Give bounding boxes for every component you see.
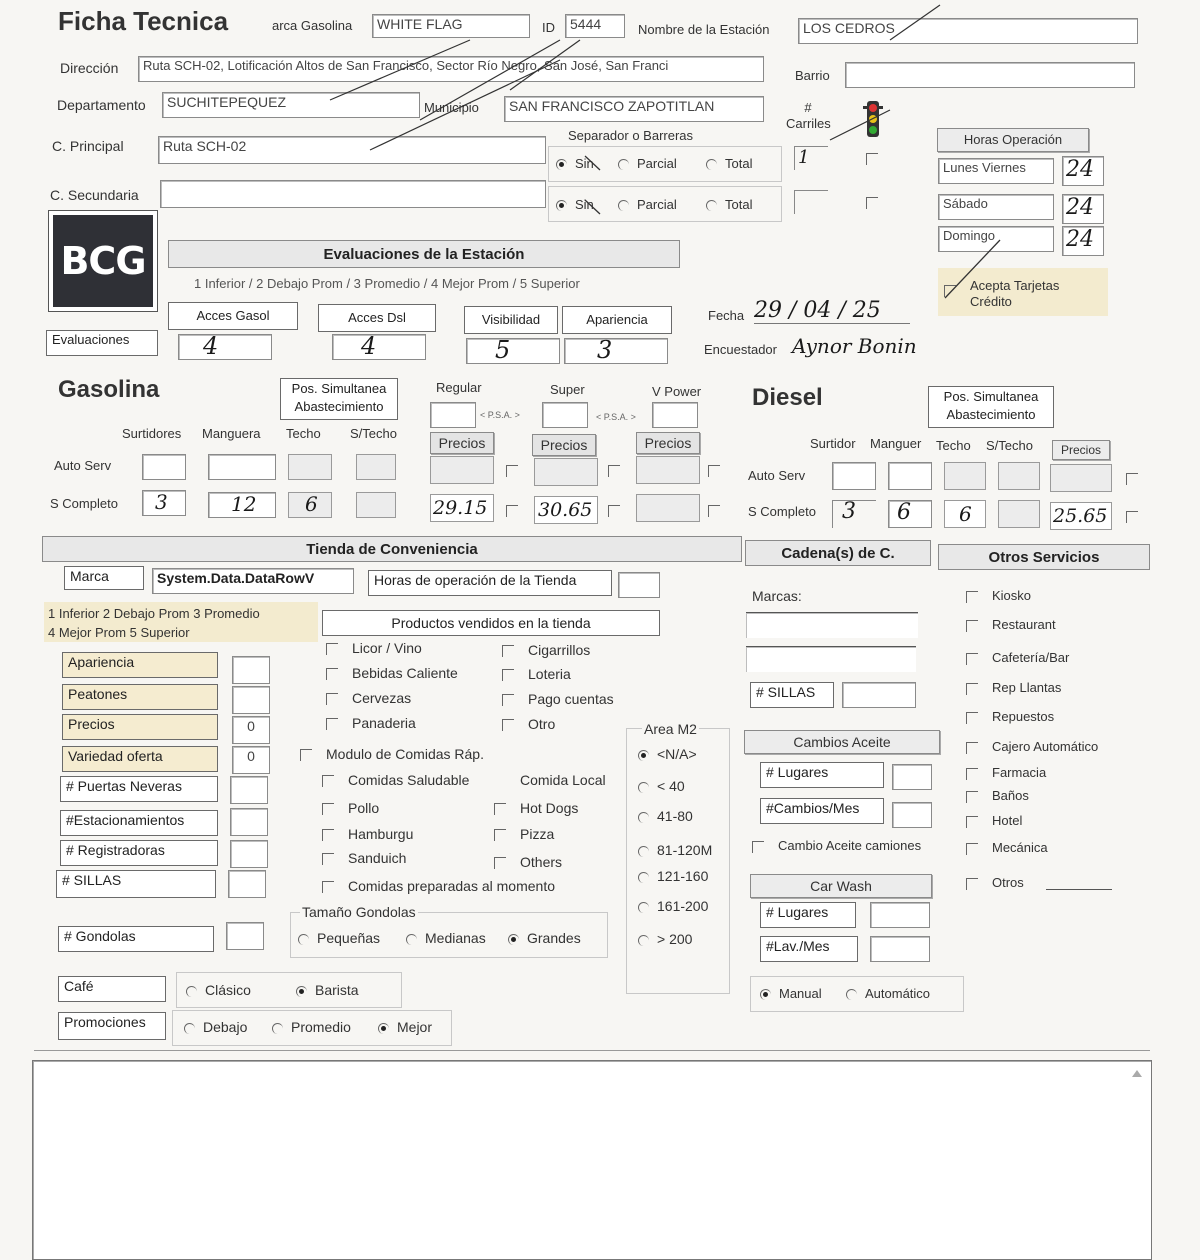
sabado-field[interactable]: 24 bbox=[1062, 194, 1104, 224]
bcg-logo bbox=[48, 210, 158, 312]
barrio-label: Barrio bbox=[795, 68, 830, 83]
tienda-scale-2: 4 Mejor Prom 5 Superior bbox=[48, 625, 190, 640]
gas-auto-check-regular[interactable] bbox=[506, 462, 532, 480]
otros-banos[interactable]: Baños bbox=[966, 788, 1029, 803]
diesel-title: Diesel bbox=[752, 384, 823, 411]
cambio-aceite-camiones[interactable]: Cambio Aceite camiones bbox=[752, 838, 921, 853]
tienda-sillas-label: # SILLAS bbox=[56, 870, 216, 898]
evaluaciones-header: Evaluaciones de la Estación bbox=[168, 240, 680, 268]
evaluaciones-scale: 1 Inferior / 2 Debajo Prom / 3 Promedio / 4 Mejor Prom / 5 Superior bbox=[194, 276, 580, 291]
rating-peatones-label: Peatones bbox=[62, 684, 218, 710]
area-161-200[interactable]: 161-200 bbox=[638, 898, 708, 914]
gas-completo-precio-regular[interactable]: 29.15 bbox=[430, 494, 494, 522]
gasolina-title: Gasolina bbox=[58, 376, 160, 403]
area-41-80[interactable]: 41-80 bbox=[638, 808, 693, 824]
scroll-up-icon[interactable] bbox=[1132, 1070, 1142, 1077]
gas-completo-surtidores[interactable]: 3 bbox=[142, 490, 186, 516]
registradoras-label: # Registradoras bbox=[60, 840, 218, 866]
carriles-field-2[interactable] bbox=[794, 190, 828, 214]
separador-row1-opt2[interactable]: Parcial bbox=[618, 156, 677, 171]
gas-completo-check-super[interactable] bbox=[608, 502, 634, 520]
productos-header: Productos vendidos en la tienda bbox=[322, 610, 660, 636]
separador-title: Separador o Barreras bbox=[568, 128, 694, 143]
acces-dsl-label: Acces Dsl bbox=[318, 304, 436, 332]
col-techo: Techo bbox=[286, 426, 321, 441]
tienda-sillas-field[interactable] bbox=[228, 870, 266, 898]
rating-precios-field[interactable]: 0 bbox=[232, 716, 270, 744]
regular-label: Regular bbox=[436, 380, 482, 395]
fecha-value[interactable]: 29 / 04 / 25 bbox=[754, 298, 910, 324]
encuestador-value[interactable]: Aynor Bonin bbox=[792, 334, 917, 358]
tienda-marca-field[interactable]: System.Data.DataRowV bbox=[152, 568, 354, 594]
diesel-completo-manguera[interactable]: 6 bbox=[888, 500, 932, 528]
diesel-auto-techo[interactable] bbox=[944, 462, 986, 490]
tienda-header: Tienda de Conveniencia bbox=[42, 536, 742, 562]
area-group bbox=[626, 728, 730, 994]
col-stecho: S/Techo bbox=[350, 426, 397, 441]
registradoras-field[interactable] bbox=[230, 840, 268, 868]
tarjetas-checkbox[interactable] bbox=[944, 282, 970, 300]
cadena-sillas-field[interactable] bbox=[842, 682, 916, 708]
cadena-marca-field-2[interactable] bbox=[746, 646, 916, 672]
area-40[interactable]: < 40 bbox=[638, 778, 685, 794]
super-psa-field[interactable] bbox=[542, 402, 588, 428]
cambios-lugares-label: # Lugares bbox=[760, 762, 884, 788]
otros-rep-llantas[interactable]: Rep Llantas bbox=[966, 680, 1061, 695]
carwash-lugares-field[interactable] bbox=[870, 902, 930, 928]
product-licor[interactable]: Licor / Vino bbox=[326, 640, 422, 656]
precios-vpower-header: Precios bbox=[636, 432, 700, 454]
estacionamientos-field[interactable] bbox=[230, 808, 268, 836]
carwash-lav-field[interactable] bbox=[870, 936, 930, 962]
otros-otros[interactable]: Otros bbox=[966, 875, 1024, 890]
gondolas-grandes[interactable]: Grandes bbox=[508, 930, 581, 946]
area-121-160[interactable]: 121-160 bbox=[638, 868, 708, 884]
carriles-label: # Carriles bbox=[786, 100, 831, 131]
gondolas-medianas[interactable]: Medianas bbox=[406, 930, 486, 946]
carwash-manual[interactable]: Manual bbox=[760, 986, 822, 1001]
acces-gasol-field[interactable]: 4 bbox=[178, 334, 272, 360]
product-cervezas[interactable]: Cervezas bbox=[326, 690, 411, 706]
tienda-horas-label: Horas de operación de la Tienda bbox=[368, 570, 612, 596]
departamento-field[interactable]: SUCHITEPEQUEZ bbox=[162, 92, 420, 118]
gas-auto-manguera[interactable] bbox=[208, 454, 276, 480]
regular-psa-field[interactable] bbox=[430, 402, 476, 428]
comments-textarea[interactable] bbox=[32, 1060, 1152, 1260]
acces-gasol-label: Acces Gasol bbox=[168, 302, 298, 330]
comida-others[interactable]: Others bbox=[494, 854, 562, 870]
sabado-label: Sábado bbox=[938, 194, 1054, 220]
promo-promedio[interactable]: Promedio bbox=[272, 1019, 351, 1035]
area-title: Area M2 bbox=[644, 721, 697, 737]
fecha-label: Fecha bbox=[708, 308, 745, 323]
cafe-label: Café bbox=[58, 976, 166, 1002]
diesel-col-stecho: S/Techo bbox=[986, 438, 1033, 453]
id-field[interactable]: 5444 bbox=[565, 14, 625, 38]
tienda-horas-field[interactable] bbox=[618, 572, 660, 598]
gondolas-pequenas[interactable]: Pequeñas bbox=[298, 930, 380, 946]
area-200[interactable]: > 200 bbox=[638, 931, 692, 947]
diesel-auto-check[interactable] bbox=[1126, 470, 1152, 488]
gas-completo-stecho[interactable] bbox=[356, 492, 396, 518]
diesel-completo-stecho[interactable] bbox=[998, 500, 1040, 528]
departamento-label: Departamento bbox=[57, 97, 146, 113]
domingo-label: Domingo bbox=[938, 226, 1054, 252]
logo-text: BCG bbox=[60, 239, 146, 283]
comida-sanduich[interactable]: Sanduich bbox=[322, 850, 406, 866]
gas-auto-serv-label: Auto Serv bbox=[54, 458, 112, 473]
carriles-checkbox-2[interactable] bbox=[866, 194, 892, 212]
otros-header: Otros Servicios bbox=[938, 544, 1150, 570]
area-81-120[interactable]: 81-120M bbox=[638, 842, 712, 858]
col-surtidores: Surtidores bbox=[122, 426, 182, 441]
domingo-field[interactable]: 24 bbox=[1062, 226, 1104, 256]
puertas-neveras-field[interactable] bbox=[230, 776, 268, 804]
principal-label: C. Principal bbox=[52, 138, 124, 154]
principal-field[interactable]: Ruta SCH-02 bbox=[158, 136, 546, 164]
otros-otros-line bbox=[1046, 889, 1112, 890]
evaluaciones-row-label: Evaluaciones bbox=[46, 330, 158, 356]
encuestador-label: Encuestador bbox=[704, 342, 777, 357]
product-cigarrillos[interactable]: Cigarrillos bbox=[502, 642, 590, 658]
car-wash-header: Car Wash bbox=[750, 874, 932, 898]
separador-row2-opt1[interactable]: Sin bbox=[556, 197, 594, 212]
cambios-mes-label: #Cambios/Mes bbox=[760, 798, 884, 824]
comida-hamburgu[interactable]: Hamburgu bbox=[322, 826, 413, 842]
otros-cafeteria[interactable]: Cafetería/Bar bbox=[966, 650, 1069, 665]
precios-regular-header: Precios bbox=[430, 432, 494, 454]
rating-variedad-label: Variedad oferta bbox=[62, 746, 218, 772]
cafe-barista[interactable]: Barista bbox=[296, 982, 359, 998]
gas-auto-check-vpower[interactable] bbox=[708, 462, 734, 480]
comida-saludable[interactable]: Comidas Saludable bbox=[322, 772, 469, 788]
puertas-neveras-label: # Puertas Neveras bbox=[60, 776, 218, 802]
diesel-precios-header: Precios bbox=[1052, 440, 1110, 460]
modulo-comidas[interactable]: Modulo de Comidas Ráp. bbox=[300, 746, 484, 762]
rating-precios-label: Precios bbox=[62, 714, 218, 740]
gas-completo-check-regular[interactable] bbox=[506, 502, 532, 520]
traffic-light-icon bbox=[862, 100, 884, 140]
separador-row1-opt1[interactable]: Sin bbox=[556, 156, 594, 171]
vpower-psa-field[interactable] bbox=[652, 402, 698, 428]
product-loteria[interactable]: Loteria bbox=[502, 666, 571, 682]
carwash-lav-label: #Lav./Mes bbox=[760, 936, 858, 962]
gas-completo-check-vpower[interactable] bbox=[708, 502, 734, 520]
diesel-col-manguer: Manguer bbox=[870, 436, 922, 451]
rating-peatones-field[interactable] bbox=[232, 686, 270, 714]
gas-completo-manguera[interactable]: 12 bbox=[208, 492, 276, 518]
gondolas-label: # Gondolas bbox=[58, 926, 214, 952]
col-manguera: Manguera bbox=[202, 426, 261, 441]
municipio-label: Municipio bbox=[424, 100, 479, 115]
acces-dsl-field[interactable]: 4 bbox=[332, 334, 426, 360]
promo-debajo[interactable]: Debajo bbox=[184, 1019, 247, 1035]
gasolina-pos-simultanea: Pos. Simultanea Abastecimiento bbox=[280, 378, 398, 420]
rating-apariencia-label: Apariencia bbox=[62, 652, 218, 678]
diesel-auto-precio[interactable] bbox=[1050, 464, 1112, 492]
marca-gasolina-field[interactable]: WHITE FLAG bbox=[372, 14, 530, 38]
diesel-completo-check[interactable] bbox=[1126, 508, 1152, 526]
tienda-scale-1: 1 Inferior 2 Debajo Prom 3 Promedio bbox=[48, 606, 260, 621]
gas-auto-techo[interactable] bbox=[288, 454, 332, 480]
separator-line bbox=[34, 1050, 1150, 1051]
apariencia-field[interactable]: 3 bbox=[564, 338, 668, 364]
cadena-header: Cadena(s) de C. bbox=[745, 540, 931, 566]
direccion-label: Dirección bbox=[60, 60, 119, 76]
gas-completo-label: S Completo bbox=[50, 496, 118, 511]
comida-pollo[interactable]: Pollo bbox=[322, 800, 379, 816]
product-pago-cuentas[interactable]: Pago cuentas bbox=[502, 691, 614, 707]
otros-cajero[interactable]: Cajero Automático bbox=[966, 739, 1098, 754]
product-panaderia[interactable]: Panaderia bbox=[326, 715, 416, 731]
estacion-field[interactable]: LOS CEDROS bbox=[798, 18, 1138, 44]
cambios-lugares-field[interactable] bbox=[892, 764, 932, 790]
gas-completo-techo[interactable]: 6 bbox=[288, 492, 332, 518]
barrio-field[interactable] bbox=[845, 62, 1135, 88]
tienda-marca-label: Marca bbox=[64, 566, 144, 590]
psa-label-2: < P.S.A. > bbox=[596, 412, 636, 422]
cadena-marcas-label: Marcas: bbox=[752, 588, 802, 604]
id-label: ID bbox=[542, 20, 555, 35]
product-bebidas[interactable]: Bebidas Caliente bbox=[326, 665, 458, 681]
carriles-field[interactable]: 1 bbox=[794, 146, 828, 170]
apariencia-label: Apariencia bbox=[562, 306, 672, 334]
otros-mecanica[interactable]: Mecánica bbox=[966, 840, 1048, 855]
diesel-completo-label: S Completo bbox=[748, 504, 816, 519]
gas-auto-surtidores[interactable] bbox=[142, 454, 186, 480]
comida-local-label: Comida Local bbox=[520, 772, 606, 788]
product-otro[interactable]: Otro bbox=[502, 716, 555, 732]
gas-auto-check-super[interactable] bbox=[608, 462, 634, 480]
gondolas-field[interactable] bbox=[226, 922, 264, 950]
vpower-label: V Power bbox=[652, 384, 702, 399]
cadena-sillas-label: # SILLAS bbox=[750, 682, 834, 708]
horas-operacion-header: Horas Operación bbox=[937, 128, 1089, 152]
marca-gasolina-label: arca Gasolina bbox=[272, 18, 353, 33]
cafe-clasico[interactable]: Clásico bbox=[186, 982, 251, 998]
lunes-viernes-label: Lunes Viernes bbox=[938, 158, 1054, 184]
diesel-col-surtidor: Surtidor bbox=[810, 436, 856, 451]
gas-auto-precio-regular[interactable] bbox=[430, 456, 494, 484]
otros-restaurant[interactable]: Restaurant bbox=[966, 617, 1056, 632]
diesel-pos-simultanea: Pos. Simultanea Abastecimiento bbox=[928, 386, 1054, 428]
gas-auto-precio-super[interactable] bbox=[534, 458, 598, 486]
carriles-checkbox-1[interactable] bbox=[866, 150, 892, 168]
visibilidad-label: Visibilidad bbox=[464, 306, 558, 334]
otros-kiosko[interactable]: Kiosko bbox=[966, 588, 1031, 603]
cadena-marca-field-1[interactable] bbox=[746, 612, 918, 638]
estacionamientos-label: #Estacionamientos bbox=[60, 810, 218, 836]
rating-variedad-field[interactable]: 0 bbox=[232, 746, 270, 774]
comida-preparadas[interactable]: Comidas preparadas al momento bbox=[322, 878, 555, 894]
separador-row2-opt2[interactable]: Parcial bbox=[618, 197, 677, 212]
cambios-aceite-header: Cambios Aceite bbox=[744, 730, 940, 754]
gas-auto-stecho[interactable] bbox=[356, 454, 396, 480]
estacion-label: Nombre de la Estación bbox=[638, 22, 770, 37]
separador-row1-opt3[interactable]: Total bbox=[706, 156, 752, 171]
carwash-lugares-label: # Lugares bbox=[760, 902, 856, 928]
comida-hot-dogs[interactable]: Hot Dogs bbox=[494, 800, 578, 816]
diesel-completo-techo[interactable]: 6 bbox=[944, 500, 986, 528]
form-title: Ficha Tecnica bbox=[58, 6, 229, 36]
otros-repuestos[interactable]: Repuestos bbox=[966, 709, 1054, 724]
diesel-auto-surtidor[interactable] bbox=[832, 462, 876, 490]
gas-completo-precio-vpower[interactable] bbox=[636, 494, 700, 522]
gas-completo-precio-super[interactable]: 30.65 bbox=[534, 496, 598, 524]
promociones-label: Promociones bbox=[58, 1012, 166, 1040]
otros-hotel[interactable]: Hotel bbox=[966, 813, 1022, 828]
rating-apariencia-field[interactable] bbox=[232, 656, 270, 684]
diesel-completo-surtidor[interactable]: 3 bbox=[832, 500, 876, 528]
carwash-automatico[interactable]: Automático bbox=[846, 986, 930, 1001]
gas-auto-precio-vpower[interactable] bbox=[636, 456, 700, 484]
diesel-completo-precio[interactable]: 25.65 bbox=[1050, 502, 1112, 530]
psa-label-1: < P.S.A. > bbox=[480, 410, 520, 420]
separador-row2-opt3[interactable]: Total bbox=[706, 197, 752, 212]
tarjetas-label: Acepta Tarjetas Crédito bbox=[970, 278, 1060, 309]
tamano-gondolas-title: Tamaño Gondolas bbox=[302, 904, 416, 920]
precios-super-header: Precios bbox=[532, 434, 596, 456]
comida-pizza[interactable]: Pizza bbox=[494, 826, 554, 842]
diesel-auto-stecho[interactable] bbox=[998, 462, 1040, 490]
area-na[interactable]: <N/A> bbox=[638, 746, 697, 762]
diesel-auto-manguera[interactable] bbox=[888, 462, 932, 490]
direccion-field[interactable]: Ruta SCH-02, Lotificación Altos de San Francisco, Sector Río Negro, San José, San Franci bbox=[138, 56, 764, 82]
diesel-col-techo: Techo bbox=[936, 438, 971, 453]
secundaria-field[interactable] bbox=[160, 180, 546, 208]
otros-farmacia[interactable]: Farmacia bbox=[966, 765, 1046, 780]
cambios-mes-field[interactable] bbox=[892, 802, 932, 828]
super-label: Super bbox=[550, 382, 585, 397]
secundaria-label: C. Secundaria bbox=[50, 187, 139, 203]
visibilidad-field[interactable]: 5 bbox=[466, 338, 560, 364]
diesel-auto-serv-label: Auto Serv bbox=[748, 468, 806, 483]
municipio-field[interactable]: SAN FRANCISCO ZAPOTITLAN bbox=[504, 96, 764, 122]
lunes-viernes-field[interactable]: 24 bbox=[1062, 156, 1104, 186]
promo-mejor[interactable]: Mejor bbox=[378, 1019, 432, 1035]
